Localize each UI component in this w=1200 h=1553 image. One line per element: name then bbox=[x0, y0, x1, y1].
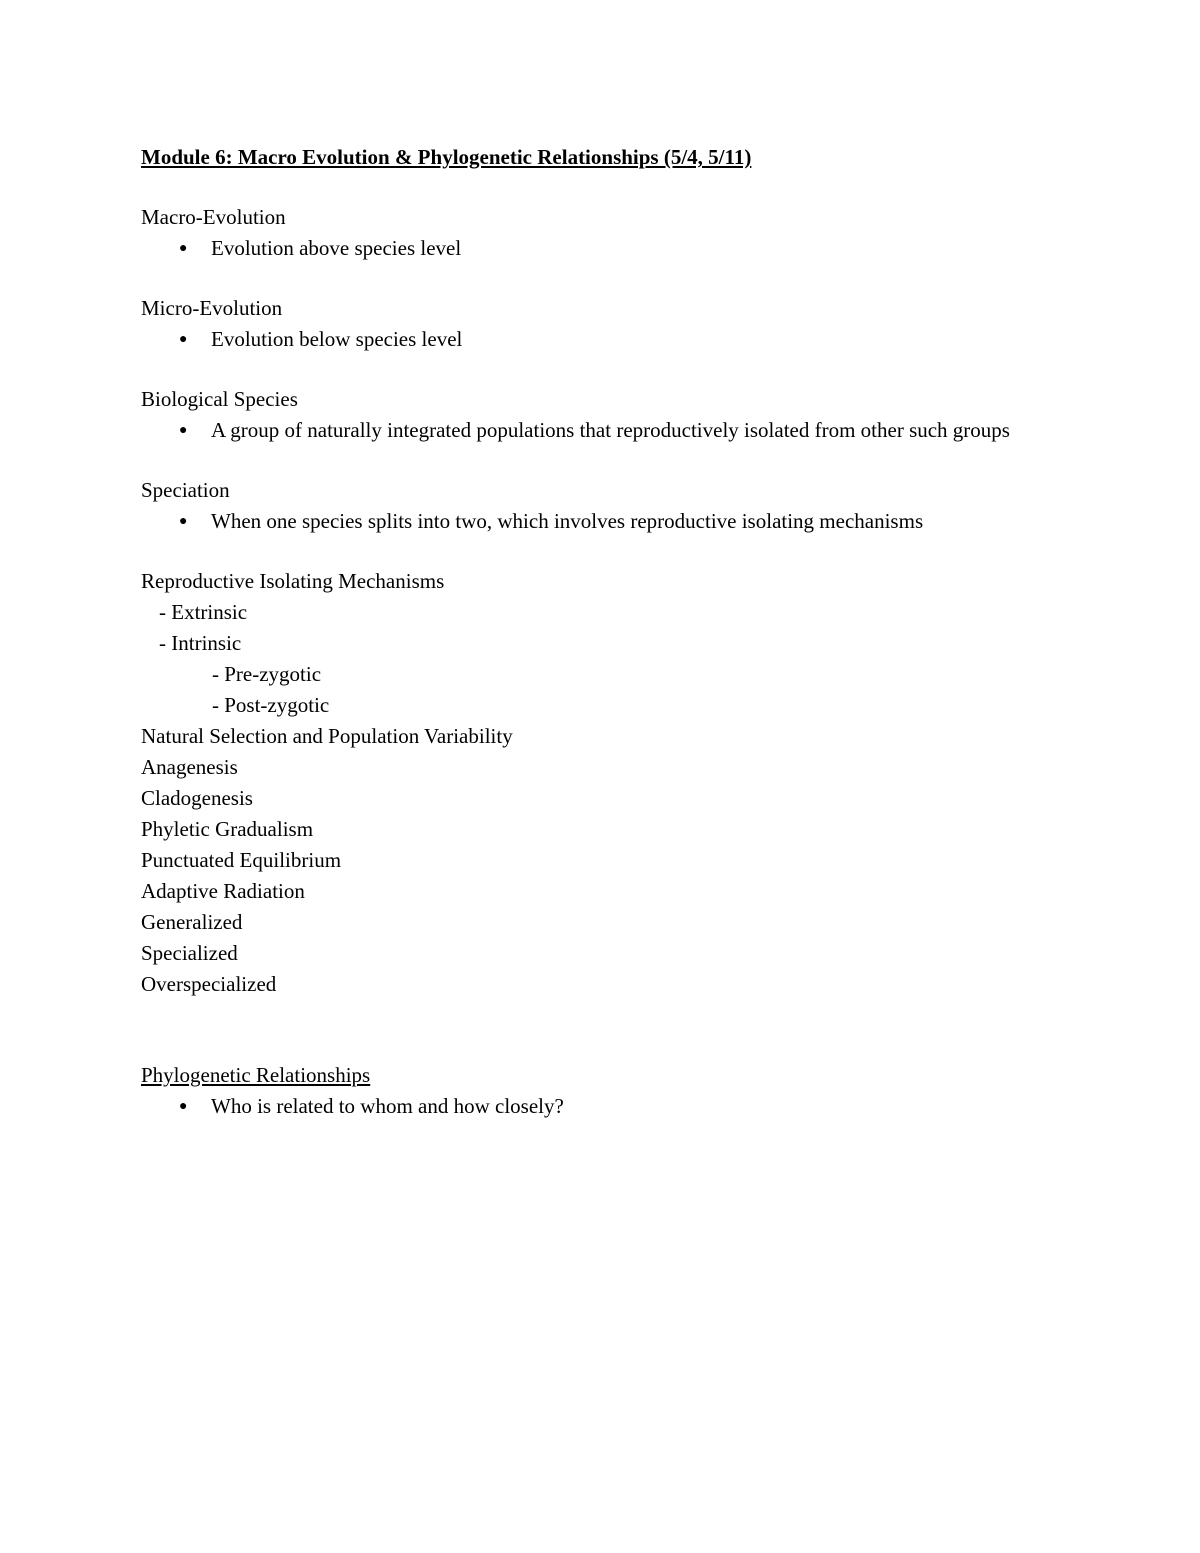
mechanism-prezygotic: - Pre-zygotic bbox=[212, 662, 322, 686]
term-specialized: Specialized bbox=[141, 941, 238, 965]
term-natural-selection: Natural Selection and Population Variability bbox=[141, 724, 513, 748]
section-speciation bbox=[141, 475, 1061, 537]
mechanism-postzygotic: - Post-zygotic bbox=[212, 693, 330, 717]
term-punctuated-equilibrium: Punctuated Equilibrium bbox=[141, 848, 342, 872]
section-heading: Macro-Evolution bbox=[141, 205, 286, 229]
mechanism-extrinsic: - Extrinsic bbox=[159, 600, 248, 624]
bullet-text: When one species splits into two, which involves reproductive isolating mechanisms bbox=[211, 509, 924, 533]
document-page bbox=[141, 142, 1061, 1122]
bullet-list bbox=[141, 415, 1061, 446]
section-heading: Phylogenetic Relationships bbox=[141, 1063, 371, 1087]
bullet-item bbox=[141, 324, 1061, 355]
term-adaptive-radiation: Adaptive Radiation bbox=[141, 879, 305, 903]
document-title: Module 6: Macro Evolution & Phylogenetic Relationships (5/4, 5/11) bbox=[141, 145, 752, 169]
term-cladogenesis: Cladogenesis bbox=[141, 786, 253, 810]
term-anagenesis: Anagenesis bbox=[141, 755, 238, 779]
bullet-item bbox=[141, 415, 1061, 446]
bullet-list bbox=[141, 1091, 1061, 1122]
section-phylogenetic-relationships bbox=[141, 1060, 1061, 1122]
bullet-icon: ● bbox=[179, 1099, 188, 1114]
mechanism-intrinsic: - Intrinsic bbox=[159, 631, 242, 655]
bullet-icon: ● bbox=[179, 241, 188, 256]
section-micro-evolution bbox=[141, 293, 1061, 355]
section-biological-species bbox=[141, 384, 1061, 446]
term-overspecialized: Overspecialized bbox=[141, 972, 277, 996]
bullet-text: Who is related to whom and how closely? bbox=[211, 1094, 564, 1118]
term-generalized: Generalized bbox=[141, 910, 243, 934]
bullet-text: Evolution above species level bbox=[211, 236, 462, 260]
section-isolating-mechanisms bbox=[141, 566, 1061, 721]
bullet-item bbox=[141, 506, 1061, 537]
section-heading: Biological Species bbox=[141, 387, 298, 411]
bullet-item bbox=[141, 1091, 1061, 1122]
bullet-icon: ● bbox=[179, 514, 188, 529]
bullet-list bbox=[141, 506, 1061, 537]
section-heading: Micro-Evolution bbox=[141, 296, 283, 320]
term-phyletic-gradualism: Phyletic Gradualism bbox=[141, 817, 314, 841]
bullet-text: A group of naturally integrated populations that reproductively isolated from other such groups bbox=[211, 418, 1010, 442]
section-heading: Speciation bbox=[141, 478, 230, 502]
bullet-list bbox=[141, 324, 1061, 355]
bullet-text: Evolution below species level bbox=[211, 327, 463, 351]
bullet-icon: ● bbox=[179, 332, 188, 347]
section-heading: Reproductive Isolating Mechanisms bbox=[141, 569, 445, 593]
bullet-icon: ● bbox=[179, 423, 188, 438]
section-macro-evolution bbox=[141, 202, 1061, 264]
bullet-item bbox=[141, 233, 1061, 264]
bullet-list bbox=[141, 233, 1061, 264]
